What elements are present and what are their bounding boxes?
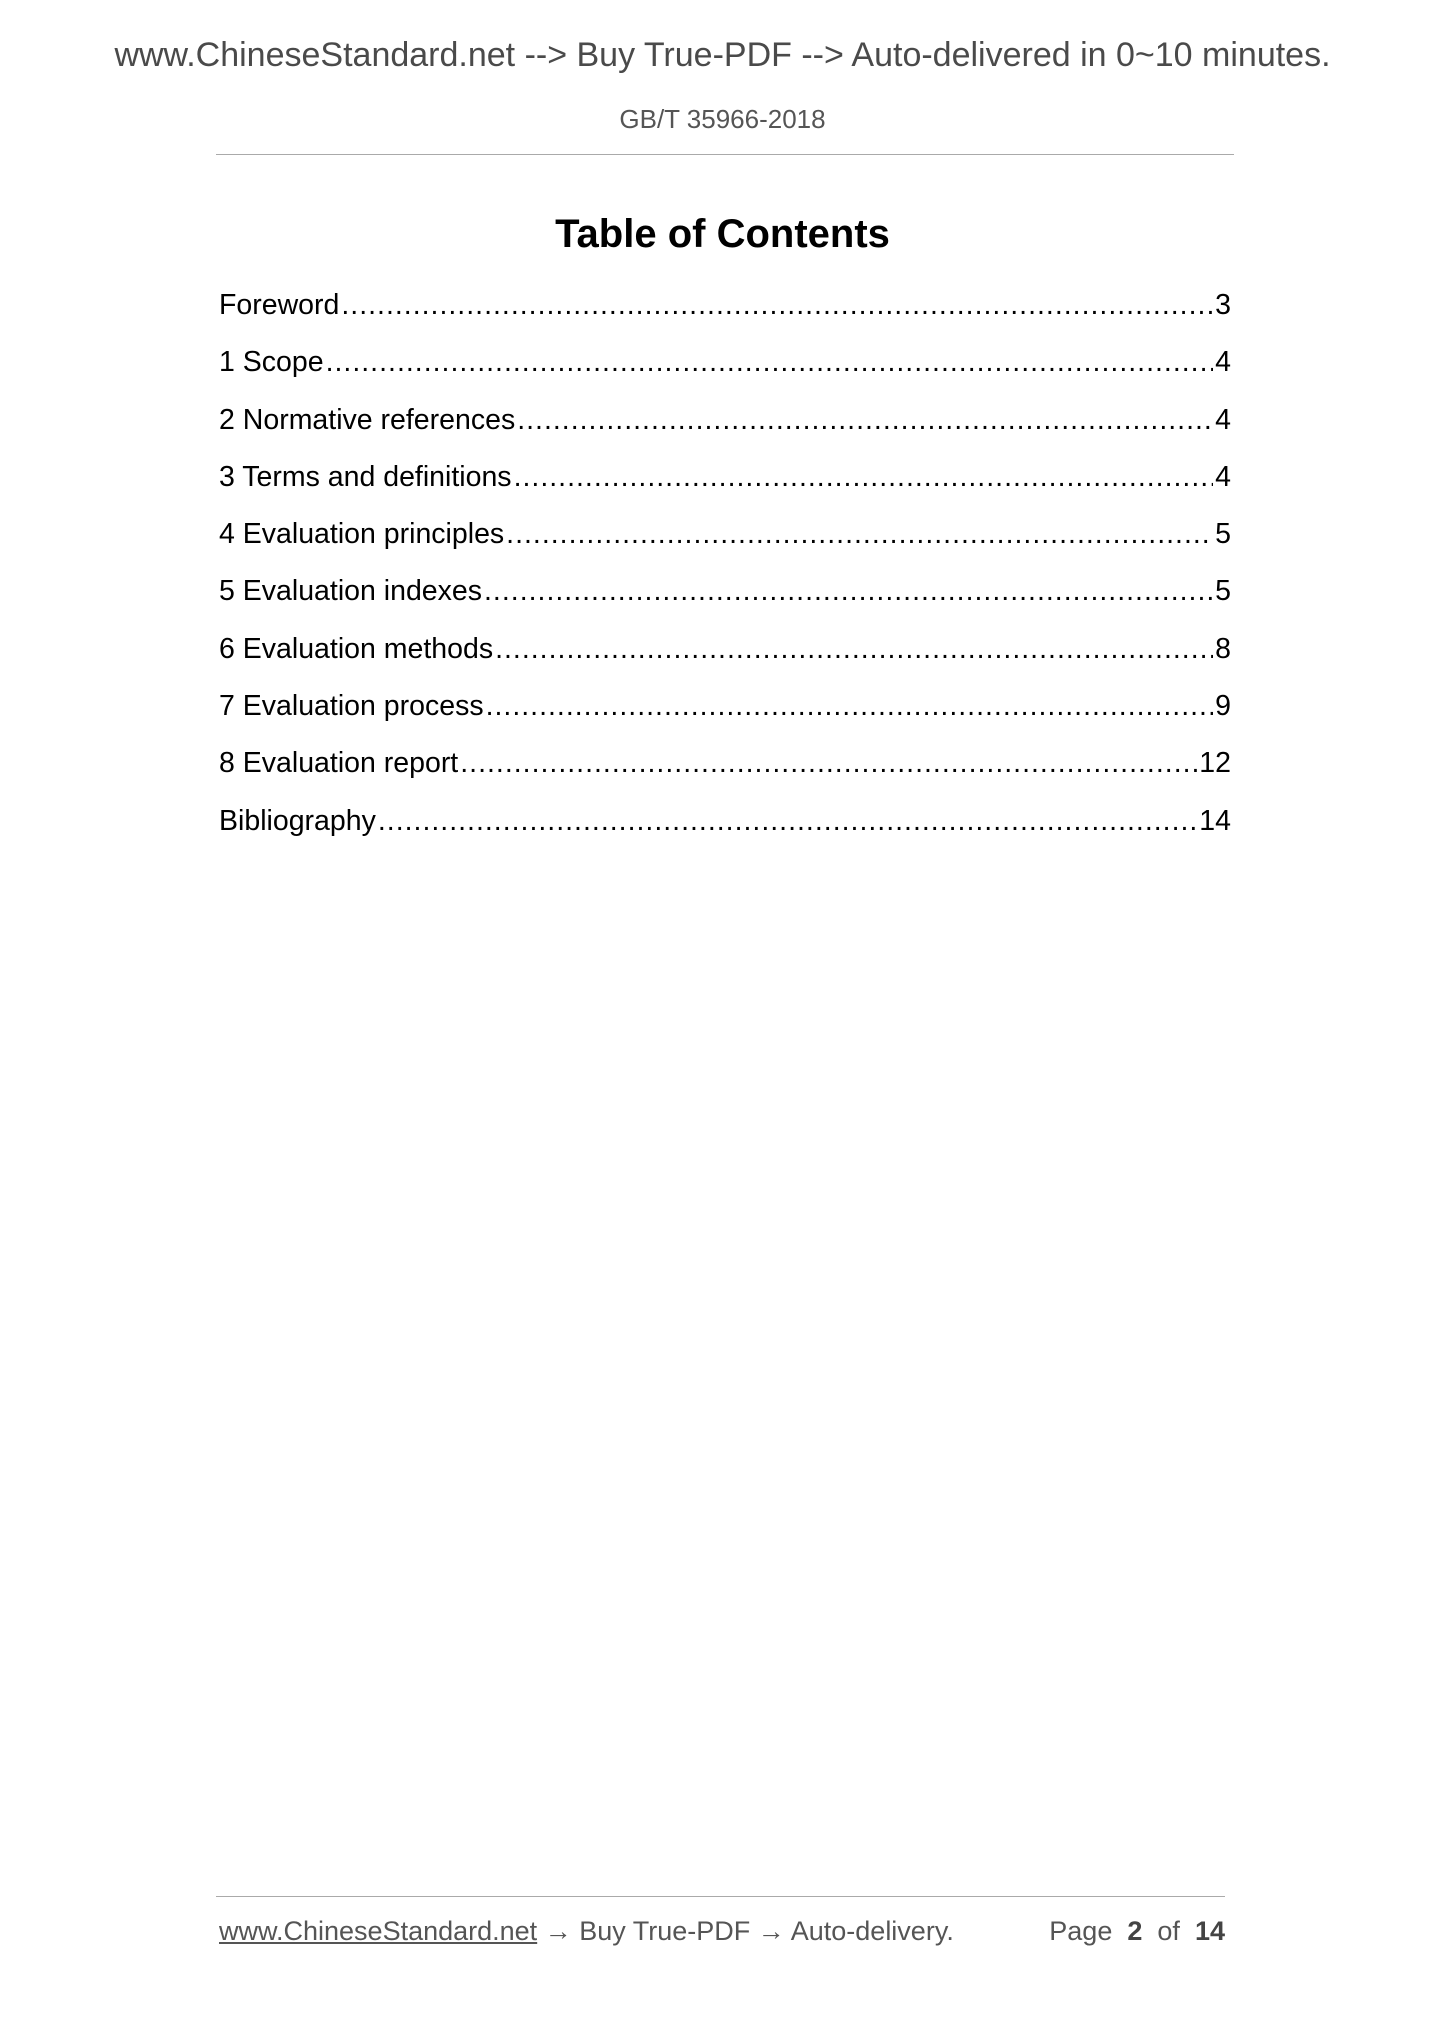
toc-entry-normative-references[interactable] [219,395,1231,452]
toc-entry-evaluation-report[interactable] [219,738,1231,795]
toc-entry-label: 8 Evaluation report [219,747,459,780]
footer-site-link[interactable]: www.ChineseStandard.net [219,1916,538,1946]
toc-entry-terms-and-definitions[interactable] [219,452,1231,509]
site-banner: www.ChineseStandard.net --> Buy True-PDF --> Auto-delivered in 0~10 minutes. [114,36,1331,74]
toc-entry-page: 8 [1215,632,1231,665]
toc-entry-label: Bibliography [219,804,376,837]
toc-entry-evaluation-methods[interactable] [219,624,1231,681]
toc-entry-evaluation-principles[interactable] [219,509,1231,566]
document-code: GB/T 35966-2018 [619,104,826,134]
toc-leader-dots [378,796,1197,846]
toc-leader-dots [326,337,1214,387]
footer-divider [216,1896,1225,1897]
toc-entry-label: 2 Normative references [219,403,516,436]
page-current: 2 [1127,1916,1143,1946]
toc-leader-dots [514,452,1214,502]
toc-entry-foreword[interactable] [219,280,1231,337]
toc-leader-dots [460,738,1197,788]
toc-leader-dots [486,681,1214,731]
toc-entry-evaluation-indexes[interactable] [219,566,1231,623]
footer-promo [219,1916,954,1947]
toc-entry-label: 3 Terms and definitions [219,460,512,493]
toc-entry-scope[interactable] [219,337,1231,394]
toc-leader-dots [484,566,1213,616]
toc-entry-page: 4 [1215,403,1231,436]
toc-title: Table of Contents [555,212,890,256]
footer-tagline: → Buy True-PDF → Auto-delivery. [537,1916,954,1946]
toc-entry-page: 4 [1215,460,1231,493]
toc-entry-page: 5 [1215,518,1231,551]
page-indicator [1049,1916,1225,1947]
toc-entry-label: 5 Evaluation indexes [219,575,483,608]
toc-leader-dots [506,509,1213,559]
toc-entry-page: 3 [1215,289,1231,321]
toc-entry-page: 5 [1215,575,1231,608]
toc-entry-label: Foreword [219,289,340,321]
page-total: 14 [1194,1916,1225,1946]
toc-entry-label: 6 Evaluation methods [219,632,494,665]
toc-entry-label: 1 Scope [219,346,324,379]
toc-entry-evaluation-process[interactable] [219,681,1231,738]
page-of-word: of [1157,1916,1180,1946]
toc-leader-dots [495,624,1213,674]
header-divider [216,154,1234,155]
toc-entry-page: 12 [1199,747,1231,780]
page-word: Page [1049,1916,1113,1946]
page-footer [219,1916,1225,1947]
toc-entry-label: 4 Evaluation principles [219,518,505,551]
table-of-contents [219,280,1231,853]
toc-leader-dots [341,280,1213,330]
toc-entry-bibliography[interactable] [219,796,1231,853]
toc-entry-label: 7 Evaluation process [219,690,484,723]
toc-entry-page: 14 [1199,804,1231,837]
toc-entry-page: 9 [1215,690,1231,723]
toc-leader-dots [517,395,1213,445]
toc-entry-page: 4 [1215,346,1231,379]
